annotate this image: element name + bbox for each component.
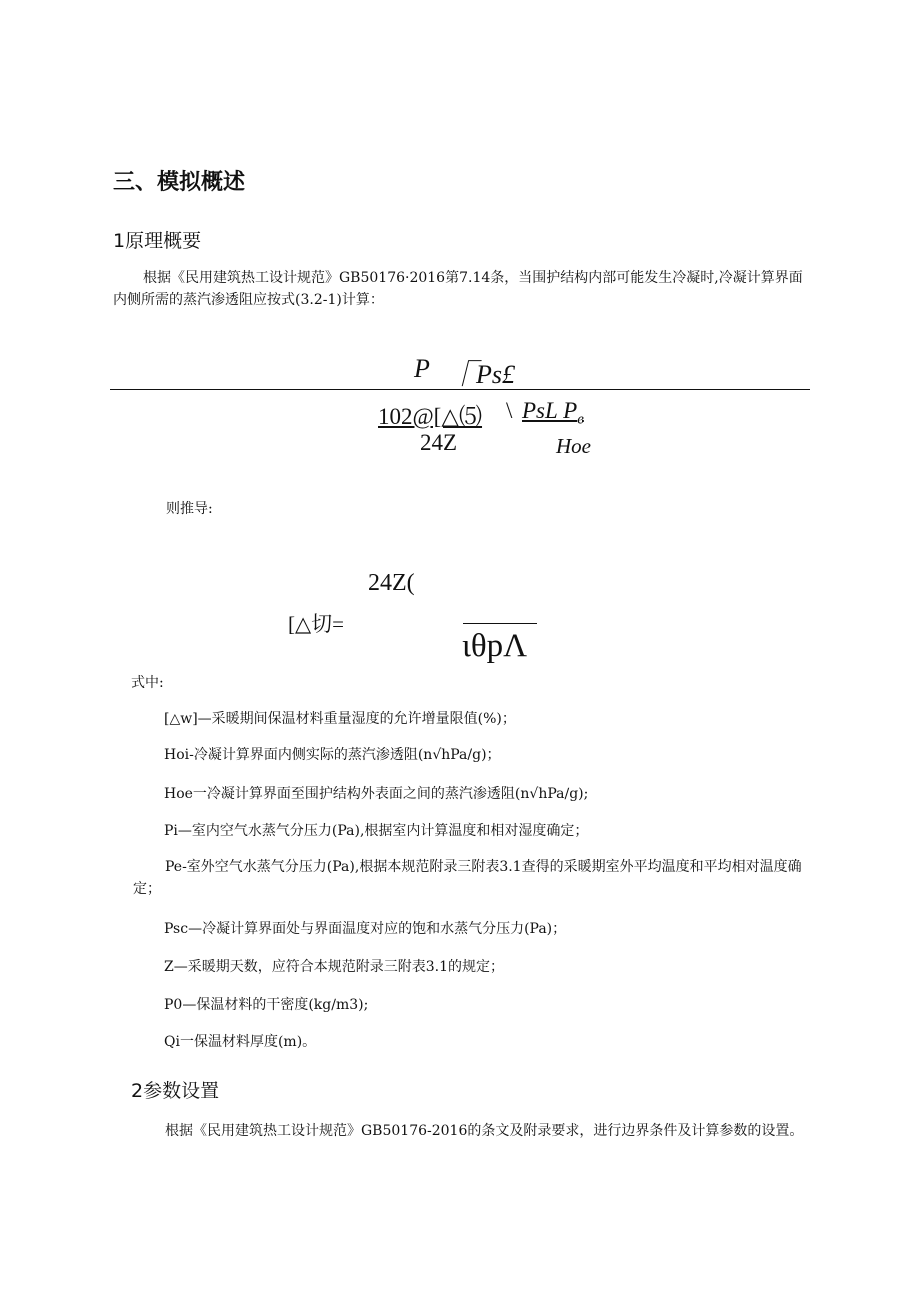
formula-1-den-bottom-left: 24Z xyxy=(420,430,458,455)
definition-item: Qi一保温材料厚度(m)。 xyxy=(164,1034,317,1050)
definition-item: Pe-室外空气水蒸气分压力(Pa),根据本规范附录三附表3.1查得的采暖期室外平均温度和平均相对温度确定； xyxy=(133,859,802,897)
formula-2-bottom: ιθpΛ xyxy=(462,628,528,664)
section-1-title: 1原理概要 xyxy=(113,230,202,252)
chapter-heading: 三、模拟概述 xyxy=(113,170,246,195)
where-label: 式中: xyxy=(131,675,164,691)
definition-item: Hoi-冷凝计算界面内侧实际的蒸汽渗透阻(n√hPa/g)； xyxy=(164,747,501,763)
formula-1-den-right: PsL $P_e$ xyxy=(522,398,584,428)
formula-2-left: [△切= xyxy=(288,612,344,636)
definition-item: Psc—冷凝计算界面处与界面温度对应的饱和水蒸气分压力(Pa)； xyxy=(164,921,567,937)
formula-2-top: 24Z( xyxy=(368,570,415,596)
formula-1-num-rest: ⎾Ps£ xyxy=(450,360,516,389)
formula-1-den-bottom-right: Hoe xyxy=(556,434,591,458)
definition-item: [△w]—采暖期间保温材料重量湿度的允许增量限值(%)； xyxy=(164,711,516,727)
section-2-text: 根据《民用建筑热工设计规范》GB50176-2016的条文及附录要求，进行边界条件及计算参数的设置。 xyxy=(165,1123,804,1139)
section-1-intro: 根据《民用建筑热工设计规范》GB50176·2016第7.14条，当围护结构内部可能发生冷凝时,冷凝计算界面内侧所需的蒸汽渗透阻应按式(3.2-1)计算： xyxy=(113,270,803,308)
definition-item: Pi—室内空气水蒸气分压力(Pa),根据室内计算温度和相对湿度确定； xyxy=(164,823,589,839)
definition-item: P0—保温材料的干密度(kg∕m3); xyxy=(164,997,369,1013)
formula-1-num-p: P xyxy=(414,354,430,383)
definition-item: Hoe一冷凝计算界面至围护结构外表面之间的蒸汽渗透阻(n√hPa∕g); xyxy=(164,786,589,802)
formula-1-fraction-bar xyxy=(110,389,810,390)
definition-item: Z—采暖期天数，应符合本规范附录三附表3.1的规定； xyxy=(164,959,504,975)
formula-1-den-sep: \ xyxy=(506,398,513,423)
section-2-title: 2参数设置 xyxy=(131,1080,220,1102)
derive-label: 则推导: xyxy=(166,501,213,517)
formula-2-fraction-bar xyxy=(463,623,537,624)
formula-1-den-left: 102@[△⑸ xyxy=(378,404,483,429)
